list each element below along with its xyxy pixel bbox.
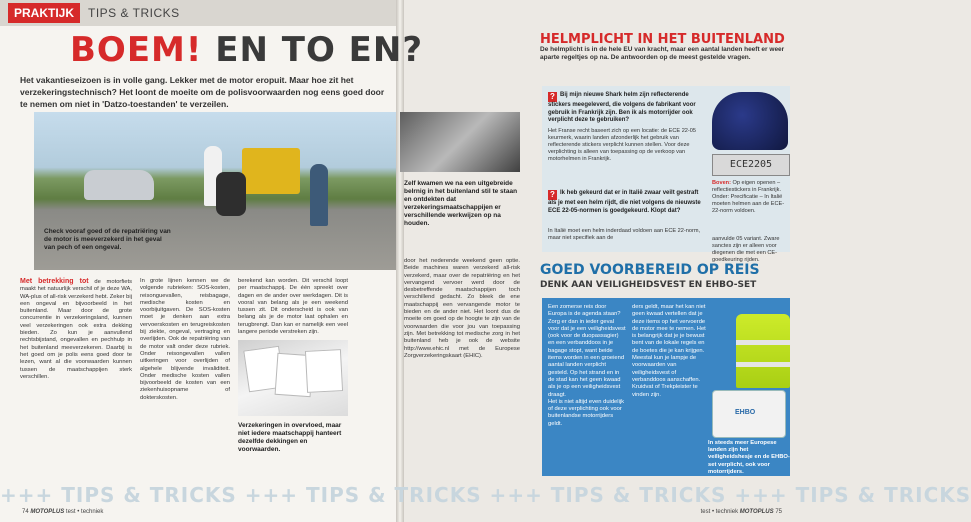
- question-1: [548, 92, 708, 125]
- magazine-brand: MOTOPLUS: [739, 509, 774, 515]
- motorcycle-shape: [216, 172, 246, 216]
- photo-caption-1: Check vooraf goed of de repatriëring van de motor is meeverzekerd in het geval van pech of een ongeval.: [44, 228, 171, 251]
- travel-column-1-end: Het is niet altijd even duidelijk of deze verplichting ook voor buitenlandse motorrijders geldt.: [548, 398, 625, 427]
- article-column-3: berekend kan worden. Dit verschil loopt per maatschappij. De één spreekt over dagen en de ander over werkdagen. Dit is vooral van belang als je een weekend tussen zit. Dit onderscheid is ook van belang als je de motor laat ophalen en terugbrengt. Dan kan er namelijk een veel langere periode verstreken zijn.: [238, 278, 348, 336]
- question-icon: ?: [548, 92, 557, 102]
- travel-section-subtitle: DENK AAN VEILIGHEIDSVEST EN EHBO-SET: [540, 280, 757, 290]
- section-bar: [0, 0, 396, 26]
- headline-part-1: BOEM!: [70, 30, 203, 70]
- question-2-text: Ik heb gekeurd dat er in Italië zwaar veilt gestraft als je met een helm rijdt, die niet volgens de nieuwste ECE 22-05-normen is goedgekeurd. Klopt dat?: [548, 190, 701, 214]
- paper-shape: [305, 349, 343, 393]
- travel-photo-caption: In steeds meer Europese landen zijn het veiligheidshesje en de EHBO-set verplicht, ook voor motorrijders.: [708, 440, 790, 475]
- question-icon: ?: [548, 190, 557, 200]
- page-number: 74: [22, 509, 29, 515]
- right-sidebar: [400, 0, 800, 522]
- travel-column-2: ders geldt, maar het kan niet geen kwaad vertellen dat je deze items op het vervoerde de motor mee te nemen. Het is belangrijk dat je je bewust bent van de lokale regels en de boetes die je kan krijgen. Meestal kun je lampje de voorwaarden van veiligheidsvest of verbanddoos aanschaffen. Kruidvat of Trekpleister te vinden zijn.: [632, 304, 706, 398]
- helmet-note: aanvulde 05 variant. Zware sanctes zijn er alleen voor diegenen die met een CE-goedkeuring rijden.: [712, 236, 780, 263]
- photo-caption-3: Verzekeringen in overvloed, maar niet iedere maatschappij hanteert dezelfde dekkingen en voorwaarden.: [238, 422, 342, 453]
- tow-truck-shape: [242, 148, 300, 194]
- page-number: 75: [775, 509, 782, 515]
- mechanic-figure: [310, 164, 328, 226]
- article-column-2: In grote lijnen kennen we de volgende rubrieken: SOS-kosten, reisonguevallen, reisbagage, medische kosten en voorbijuitgaven. De SOS-kosten moet je denken aan extra vervoerskosten en terugreiskosten bij ziekte, ongeval, vertraging en overlijden. Ook de repatriëring van de motor valt onder deze rubriek. Onder reisongevallen vallen uitkeringen voor overlijden of algehele blijvende invaliditeit. Onder medische kosten vallen bijvoorbeeld de kosten van een ziekenhuisopname of dokterskosten.: [140, 278, 230, 401]
- photo-caption-2: Zelf kwamen we na een uitgebreide belrnig in het buitenland stil te staan en ontdekten dat verzekeringsmaatschappijen er verschillende werkwijzen op na houden.: [404, 180, 518, 227]
- first-aid-kit-photo: [712, 390, 786, 438]
- car-shape: [84, 170, 154, 200]
- helmet-photo: [712, 92, 788, 150]
- magazine-brand: MOTOPLUS: [30, 509, 65, 515]
- question-2: [548, 190, 708, 215]
- travel-column-1-text: Een zomerse reis door Europa is de agenda staan? Zorg er dan in ieder geval voor dat je een veiligheidsvest (ook voor de duopassagier) en een verbanddoos in je bagage stopt, want beide items worden in een groeiend aantal landen verplicht gesteld. Op het strand en in de stad kan het geen kwaad als je op een veiligheidsvest draagt.: [548, 304, 626, 398]
- kit-label: EHBO: [735, 409, 756, 416]
- article-column-1: [20, 278, 132, 478]
- left-footer: [22, 506, 103, 518]
- footer-suffix: test • techniek: [65, 509, 104, 515]
- headline-part-2: EN TO EN?: [215, 30, 424, 70]
- right-footer: [701, 506, 782, 518]
- left-page: [0, 0, 396, 522]
- safety-vest-photo: [736, 314, 790, 388]
- footer-prefix: test • techniek: [700, 509, 739, 515]
- answer-1: Het Franse recht baseert zich op een locatie: de ECE 22-05 keurmerk, waarin landen afzonderlijk het gebruik van reflecterende stickers verplicht kunnen stellen. Voor deze verplichting is alleen van toepassing op de verkoop van motorhelmen in Frankrijk.: [548, 128, 697, 162]
- helmet-section-lead: De helmplicht is in de hele EU van kracht, maar een aantal landen heeft er weer aparte regeltjes op na. De antwoorden op de meest gestelde vragen.: [540, 46, 785, 61]
- section-name: TIPS & TRICKS: [88, 6, 180, 20]
- article-lead: Het vakantieseizoen is in volle gang. Lekker met de motor eropuit. Maar hoe zit het verzekeringstechnisch? Het loont de moeite om de polisvoorwaarden nog eens goed door te nemen om niet in 'Datzo-toestanden' te verzeilen.: [20, 75, 385, 109]
- answer-2: In Italië moet een helm inderdaad voldoen aan ECE 22-norm, maar niet specifiek aan de: [548, 228, 701, 241]
- section-tag: PRAKTIJK: [8, 3, 80, 23]
- question-1-text: Bij mijn nieuwe Shark helm zijn reflecterende stickers meegeleverd, die volgens de fabrikant voor gebruik in Frankrijk zijn. Ben ik als motorrijder ook verplicht deze te gebruiken?: [548, 92, 696, 123]
- helmet-section-title: HELMPLICHT IN HET BUITENLAND: [540, 32, 785, 47]
- article-column-4: door het nederende weekend geen optie. Beide machines waren verzekerd all-risk verzekerd, maar over de repatriëring en het vervangend vervoer werd door de desbetreffende maatschappijen toch verschillend gedacht. Zo bleek de ene maatschappij een vervangende motor te bieden en de ander niet. Het loont dus de moeite om goed op de hoogte te zijn van de voorwaarden die voor jou van toepassing zijn. Met betrekking tot medische zorg in het buitenland heb je ook de website http://www.ehic.nl met de Europese Zorgverzekeringskaart (EHIC).: [404, 258, 520, 359]
- travel-column-1: [548, 304, 626, 474]
- caption-lead: Boven:: [712, 180, 731, 186]
- caption-text: Op eigen openen – reflectiestickers in Frankrijk. Onder: Precificatie – In Italië moeten helmen aan de ECE-22-norm voldoen.: [712, 180, 785, 214]
- reflective-stripe: [736, 362, 790, 367]
- travel-section-title: GOED VOORBEREID OP REIS: [540, 262, 760, 278]
- reflective-stripe: [736, 340, 790, 345]
- ece-label-photo: ECE2205: [712, 154, 790, 176]
- insurance-papers-photo: [238, 340, 348, 416]
- tips-banner: +++ TIPS & TRICKS +++ TIPS & TRICKS +++ TIPS & TRICKS +++ TIPS & TRICKS: [0, 483, 971, 507]
- helmet-photo-caption: [712, 180, 788, 215]
- column-lead: Met betrekking tot: [20, 278, 89, 285]
- column-1-text: de motorfiets maakt het natuurlijk verschil of je deze WA, WA-plus of all-risk verzekerd hebt. Zeker bij een ongeval en bijvoorbeeld in het buitenland. Maar door de grote concurrentie in verzekeringsland, kunnen veel verzekeringen ook extra dekking bieden. Zo kun je aanvullend rechtsbijstand, ongevallen en pechhulp in het buitenland meeverzekeren. Daarbij is het goed om je polis eens goed door te lezen, want al die voorwaarden kunnen tussen de maatschappijen sterk verschillen.: [20, 279, 132, 380]
